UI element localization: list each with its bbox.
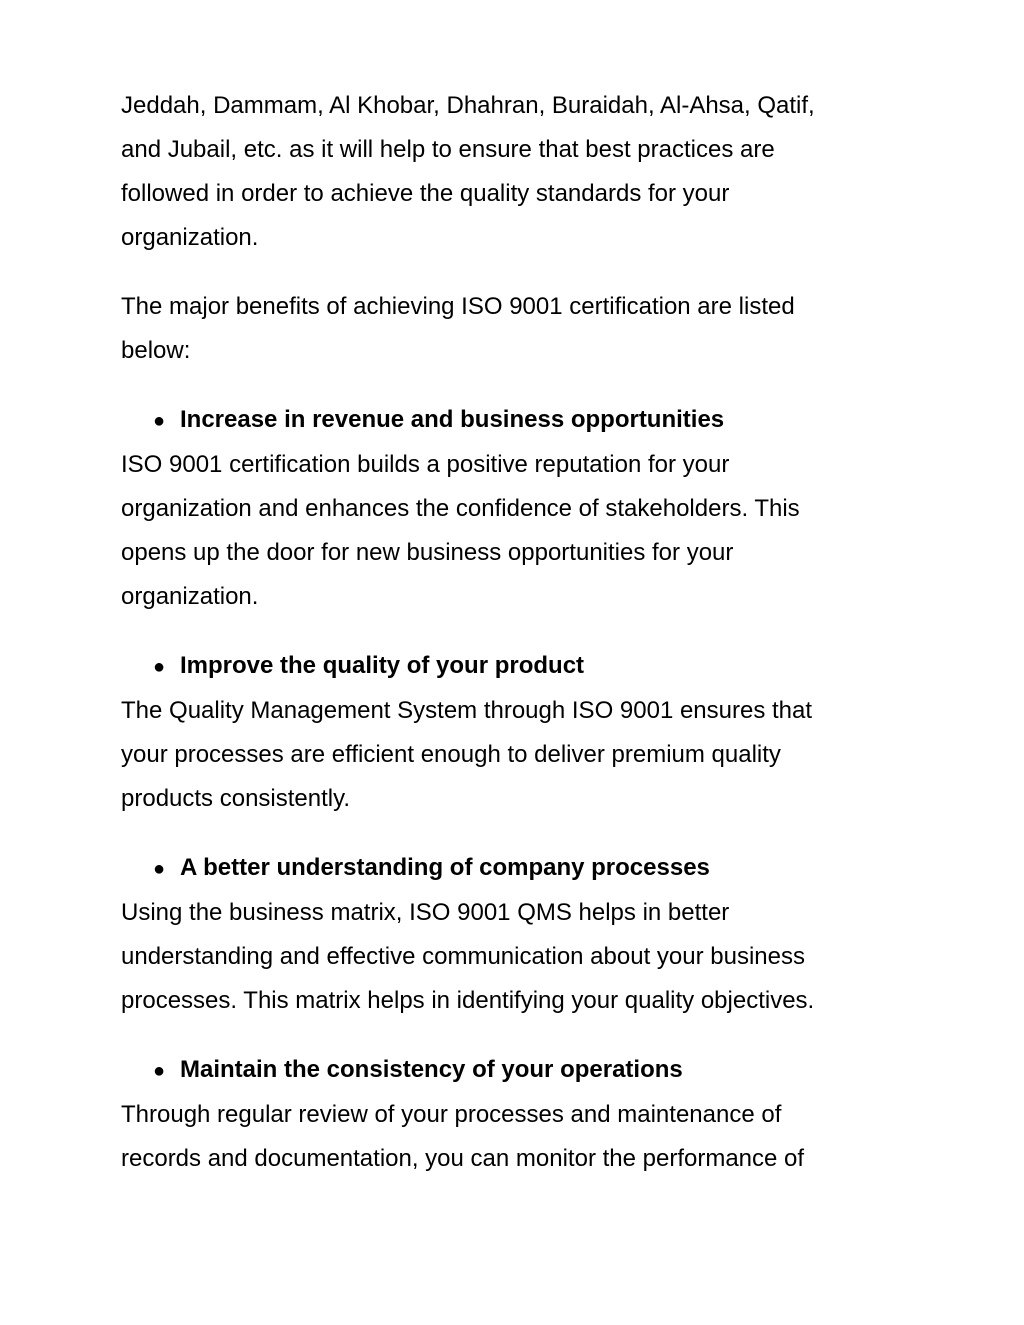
benefit-body: ISO 9001 certification builds a positive reputation for your organization and enhances the confidence of stakeholders. This opens up the door for new business opportunities for your organization. (121, 451, 800, 610)
benefit-item (121, 1048, 911, 1181)
bullet-icon: ● (153, 858, 166, 880)
benefit-heading-text: Increase in revenue and business opportunities (180, 406, 725, 433)
bullet-icon: ● (153, 1060, 166, 1082)
bullet-icon: ● (153, 656, 166, 678)
benefit-item (121, 644, 911, 821)
bullet-icon: ● (153, 410, 166, 432)
benefit-heading (121, 1048, 911, 1093)
document-page (121, 84, 911, 1206)
benefit-heading (121, 644, 911, 689)
intro-paragraph: Jeddah, Dammam, Al Khobar, Dhahran, Buraidah, Al-Ahsa, Qatif, and Jubail, etc. as it will help to ensure that best practices are followed in order to achieve the quality standards for your organization. (121, 92, 815, 251)
benefit-heading-text: A better understanding of company processes (180, 854, 710, 881)
benefit-body: Using the business matrix, ISO 9001 QMS helps in better understanding and effective communication about your business processes. This matrix helps in identifying your quality objectives. (121, 899, 815, 1014)
benefit-body: Through regular review of your processes and maintenance of records and documentation, you can monitor the performance of (121, 1101, 805, 1172)
benefit-heading-text: Maintain the consistency of your operations (180, 1056, 683, 1083)
benefit-item (121, 398, 911, 619)
benefit-heading (121, 846, 911, 891)
benefit-heading (121, 398, 911, 443)
benefit-item (121, 846, 911, 1023)
benefits-intro-paragraph: The major benefits of achieving ISO 9001 certification are listed below: (121, 293, 795, 364)
benefit-body: The Quality Management System through ISO 9001 ensures that your processes are efficient enough to deliver premium quality products consistently. (121, 697, 813, 812)
benefit-heading-text: Improve the quality of your product (180, 652, 585, 679)
